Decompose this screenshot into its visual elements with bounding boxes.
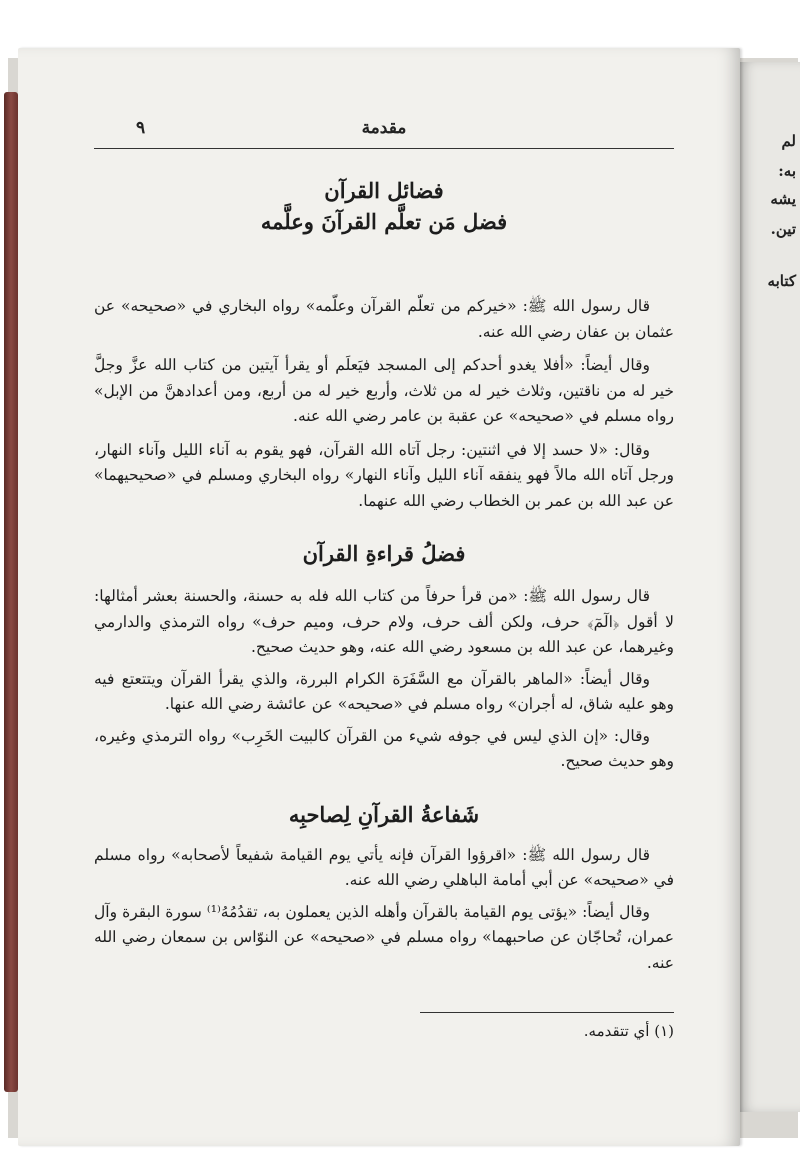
running-title: مقدمة — [361, 118, 407, 138]
hadith-paragraph: قال رسول الله ﷺ: «من قرأ حرفاً من كتاب الله فله به حسنة، والحسنة بعشر أمثالها: لا أقول ﴿الٓمٓ﴾ حرف، ولكن ألف حرف، ولام حرف، وميم حرف» رواه الترمذي والدارمي وغيرهما، عن عبد الله بن مسعود رضي الله عنه، وهو حديث صحيح. — [94, 587, 674, 656]
hadith-paragraph: وقال: «لا حسد إلا في اثنتين: رجل آتاه الله القرآن، فهو يقوم به آناء الليل وآناء النهار، ورجل آتاه الله مالاً فهو ينفقه آناء الليل وآناء النهار» رواه البخاري ومسلم في «صحيحيهما» عن عبد الله بن عمر بن الخطاب رضي الله عنهما. — [94, 440, 674, 510]
hadith-paragraph: وقال أيضاً: «الماهر بالقرآن مع السَّفَرَة الكرام البررة، والذي يقرأ القرآن ويتتعتع فيه وهو عليه شاق، له أجران» رواه مسلم في «صحيحه» عن عائشة رضي الله عنها. — [94, 669, 674, 713]
hadith-paragraph: قال رسول الله ﷺ: «اقرؤوا القرآن فإنه يأتي يوم القيامة شفيعاً لأصحابه» رواه مسلم في «صحيحه» عن أبي أمامة الباهلي رضي الله عنه. — [94, 845, 674, 889]
next-page-fragment: تين. — [770, 220, 796, 238]
hadith-paragraph: وقال أيضاً: «يؤتى يوم القيامة بالقرآن وأهله الذين يعملون به، تقدُمُهُ⁽¹⁾ سورة البقرة وآل عمران، تُحاجّان عن صاحبهما» رواه مسلم في «صحيحه» عن النوّاس بن سمعان رضي الله عنه. — [94, 902, 674, 972]
footnote: (١) أي تتقدمه. — [583, 1022, 674, 1040]
hadith-paragraph: قال رسول الله ﷺ: «خيركم من تعلّم القرآن وعلّمه» رواه البخاري في «صحيحه» عن عثمان بن عفان رضي الله عنه. — [94, 297, 674, 341]
subsection-title: فضلُ قراءةِ القرآن — [302, 541, 466, 566]
page-header — [94, 112, 674, 149]
hadith-paragraph: وقال أيضاً: «أفلا يغدو أحدكم إلى المسجد فيَعلَم أو يقرأ آيتين من كتاب الله عزَّ وجلَّ خير له من ناقتين، وثلاث خير له من ثلاث، وأربع خير له من أربع، ومن أعدادهنَّ من الإبل» رواه مسلم في «صحيحه» عن عقبة بن عامر رضي الله عنه. — [94, 356, 674, 425]
page-number: ٩ — [136, 118, 146, 138]
page-content — [94, 176, 674, 976]
next-page-fragment: يشه — [770, 190, 796, 208]
book-spine — [4, 92, 18, 1092]
hadith-paragraph: وقال: «إن الذي ليس في جوفه شيء من القرآن كالبيت الخَرِب» رواه الترمذي وغيره، وهو حديث صحيح. — [94, 726, 674, 770]
subsection-title: فضل مَن تعلَّم القرآنَ وعلَّمه — [260, 209, 508, 234]
next-page-edge — [738, 62, 800, 1112]
next-page-fragment: كتابه — [767, 272, 796, 290]
next-page-fragment: به: — [778, 162, 796, 180]
footnote-divider — [420, 1012, 674, 1013]
subsection-title: شَفاعةُ القرآنِ لِصاحبِه — [288, 801, 480, 827]
section-title: فضائل القرآن — [324, 178, 444, 203]
next-page-fragment: لم — [781, 132, 796, 150]
